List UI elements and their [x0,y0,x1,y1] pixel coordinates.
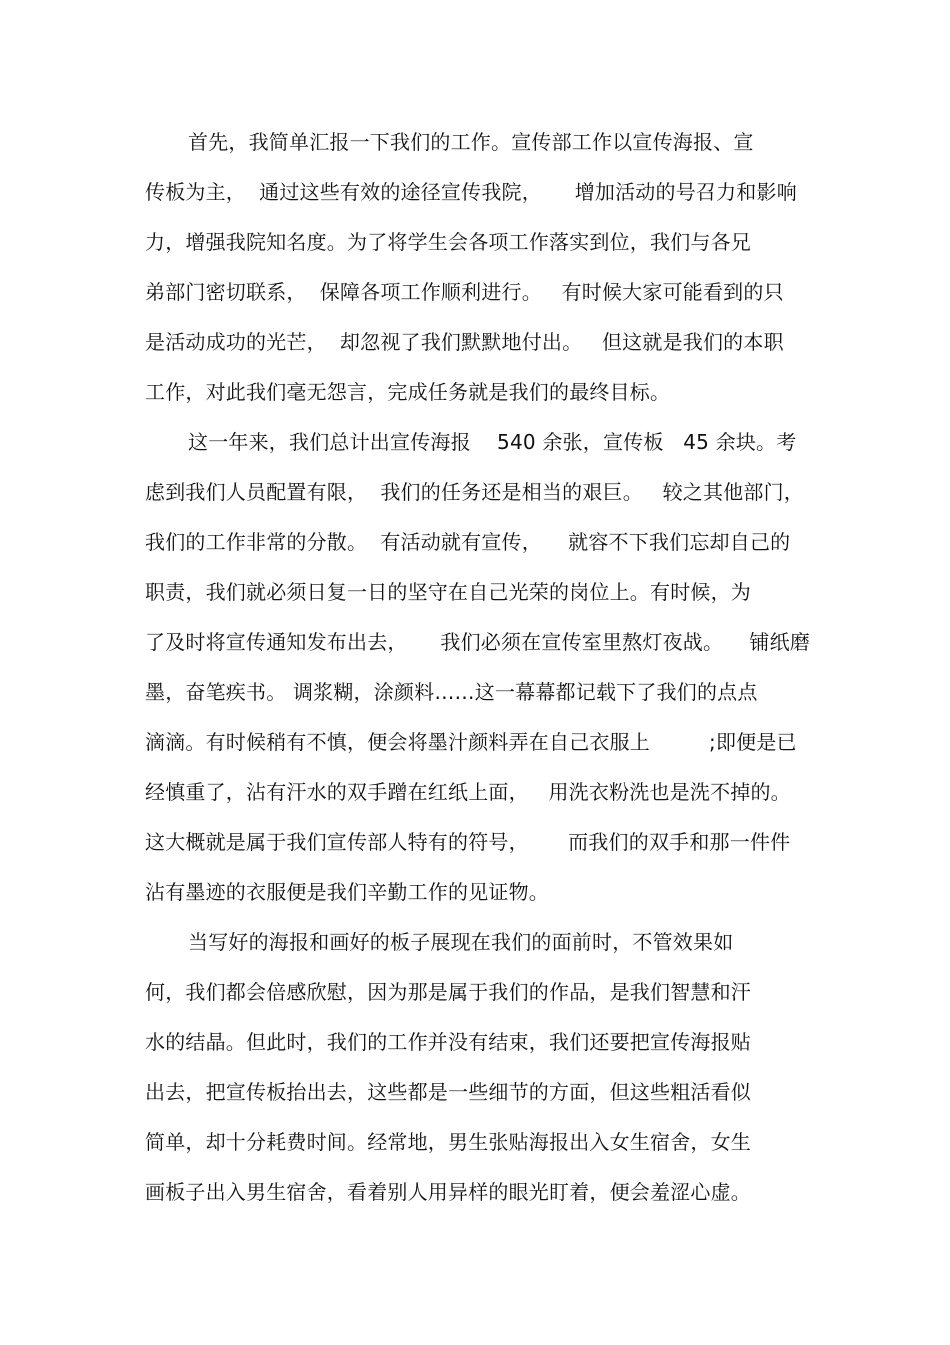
paragraph-2-line-2: 虑到我们人员配置有限， 我们的任务还是相当的艰巨。 较之其他部门， [145,480,804,504]
paragraph-1-line-2: 传板为主， 通过这些有效的途径宣传我院， 增加活动的号召力和影响 [145,180,797,204]
paragraph-2-line-4: 职责，我们就必须日复一日的坚守在自己光荣的岗位上。有时候，为 [145,580,751,604]
paragraph-3-line-1: 当写好的海报和画好的板子展现在我们的面前时，不管效果如 [188,930,734,954]
paragraph-1-line-1: 首先，我简单汇报一下我们的工作。宣传部工作以宣传海报、宣 [188,130,754,154]
paragraph-1-line-4: 弟部门密切联系， 保障各项工作顺利进行。 有时候大家可能看到的只 [145,280,784,304]
paragraph-3-line-4: 出去，把宣传板抬出去，这些都是一些细节的方面，但这些粗活看似 [145,1080,751,1104]
paragraph-1-line-3: 力，增强我院知名度。为了将学生会各项工作落实到位，我们与各兄 [145,230,751,254]
paragraph-2-line-9: 这大概就是属于我们宣传部人特有的符号， 而我们的双手和那一件件 [145,830,791,854]
paragraph-3-line-3: 水的结晶。但此时，我们的工作并没有结束，我们还要把宣传海报贴 [145,1030,751,1054]
paragraph-2-line-3: 我们的工作非常的分散。 有活动就有宣传， 就容不下我们忘却自己的 [145,530,791,554]
paragraph-1-line-5: 是活动成功的光芒， 却忽视了我们默默地付出。 但这就是我们的本职 [145,330,784,354]
paragraph-2-line-6: 墨，奋笔疾书。 调浆糊，涂颜料……这一幕幕都记载下了我们的点点 [145,680,758,704]
paragraph-3-line-6: 画板子出入男生宿舍，看着别人用异样的眼光盯着，便会羞涩心虚。 [145,1180,751,1204]
paragraph-2-line-10: 沾有墨迹的衣服便是我们辛勤工作的见证物。 [145,880,549,904]
paragraph-1-line-6: 工作，对此我们毫无怨言，完成任务就是我们的最终目标。 [145,380,671,404]
paragraph-3-line-2: 何，我们都会倍感欣慰，因为那是属于我们的作品，是我们智慧和汗 [145,980,751,1004]
paragraph-2-line-1: 这一年来，我们总计出宣传海报 540 余张，宣传板 45 余块。考 [188,430,797,454]
paragraph-2-line-7: 滴滴。有时候稍有不慎，便会将墨汁颜料弄在自己衣服上 ;即便是已 [145,730,797,754]
paragraph-3-line-5: 简单，却十分耗费时间。经常地，男生张贴海报出入女生宿舍，女生 [145,1130,751,1154]
paragraph-2-line-8: 经慎重了，沾有汗水的双手蹭在红纸上面， 用洗衣粉洗也是洗不掉的。 [145,780,791,804]
paragraph-2-line-5: 了及时将宣传通知发布出去， 我们必须在宣传室里熬灯夜战。 铺纸磨 [145,630,811,654]
